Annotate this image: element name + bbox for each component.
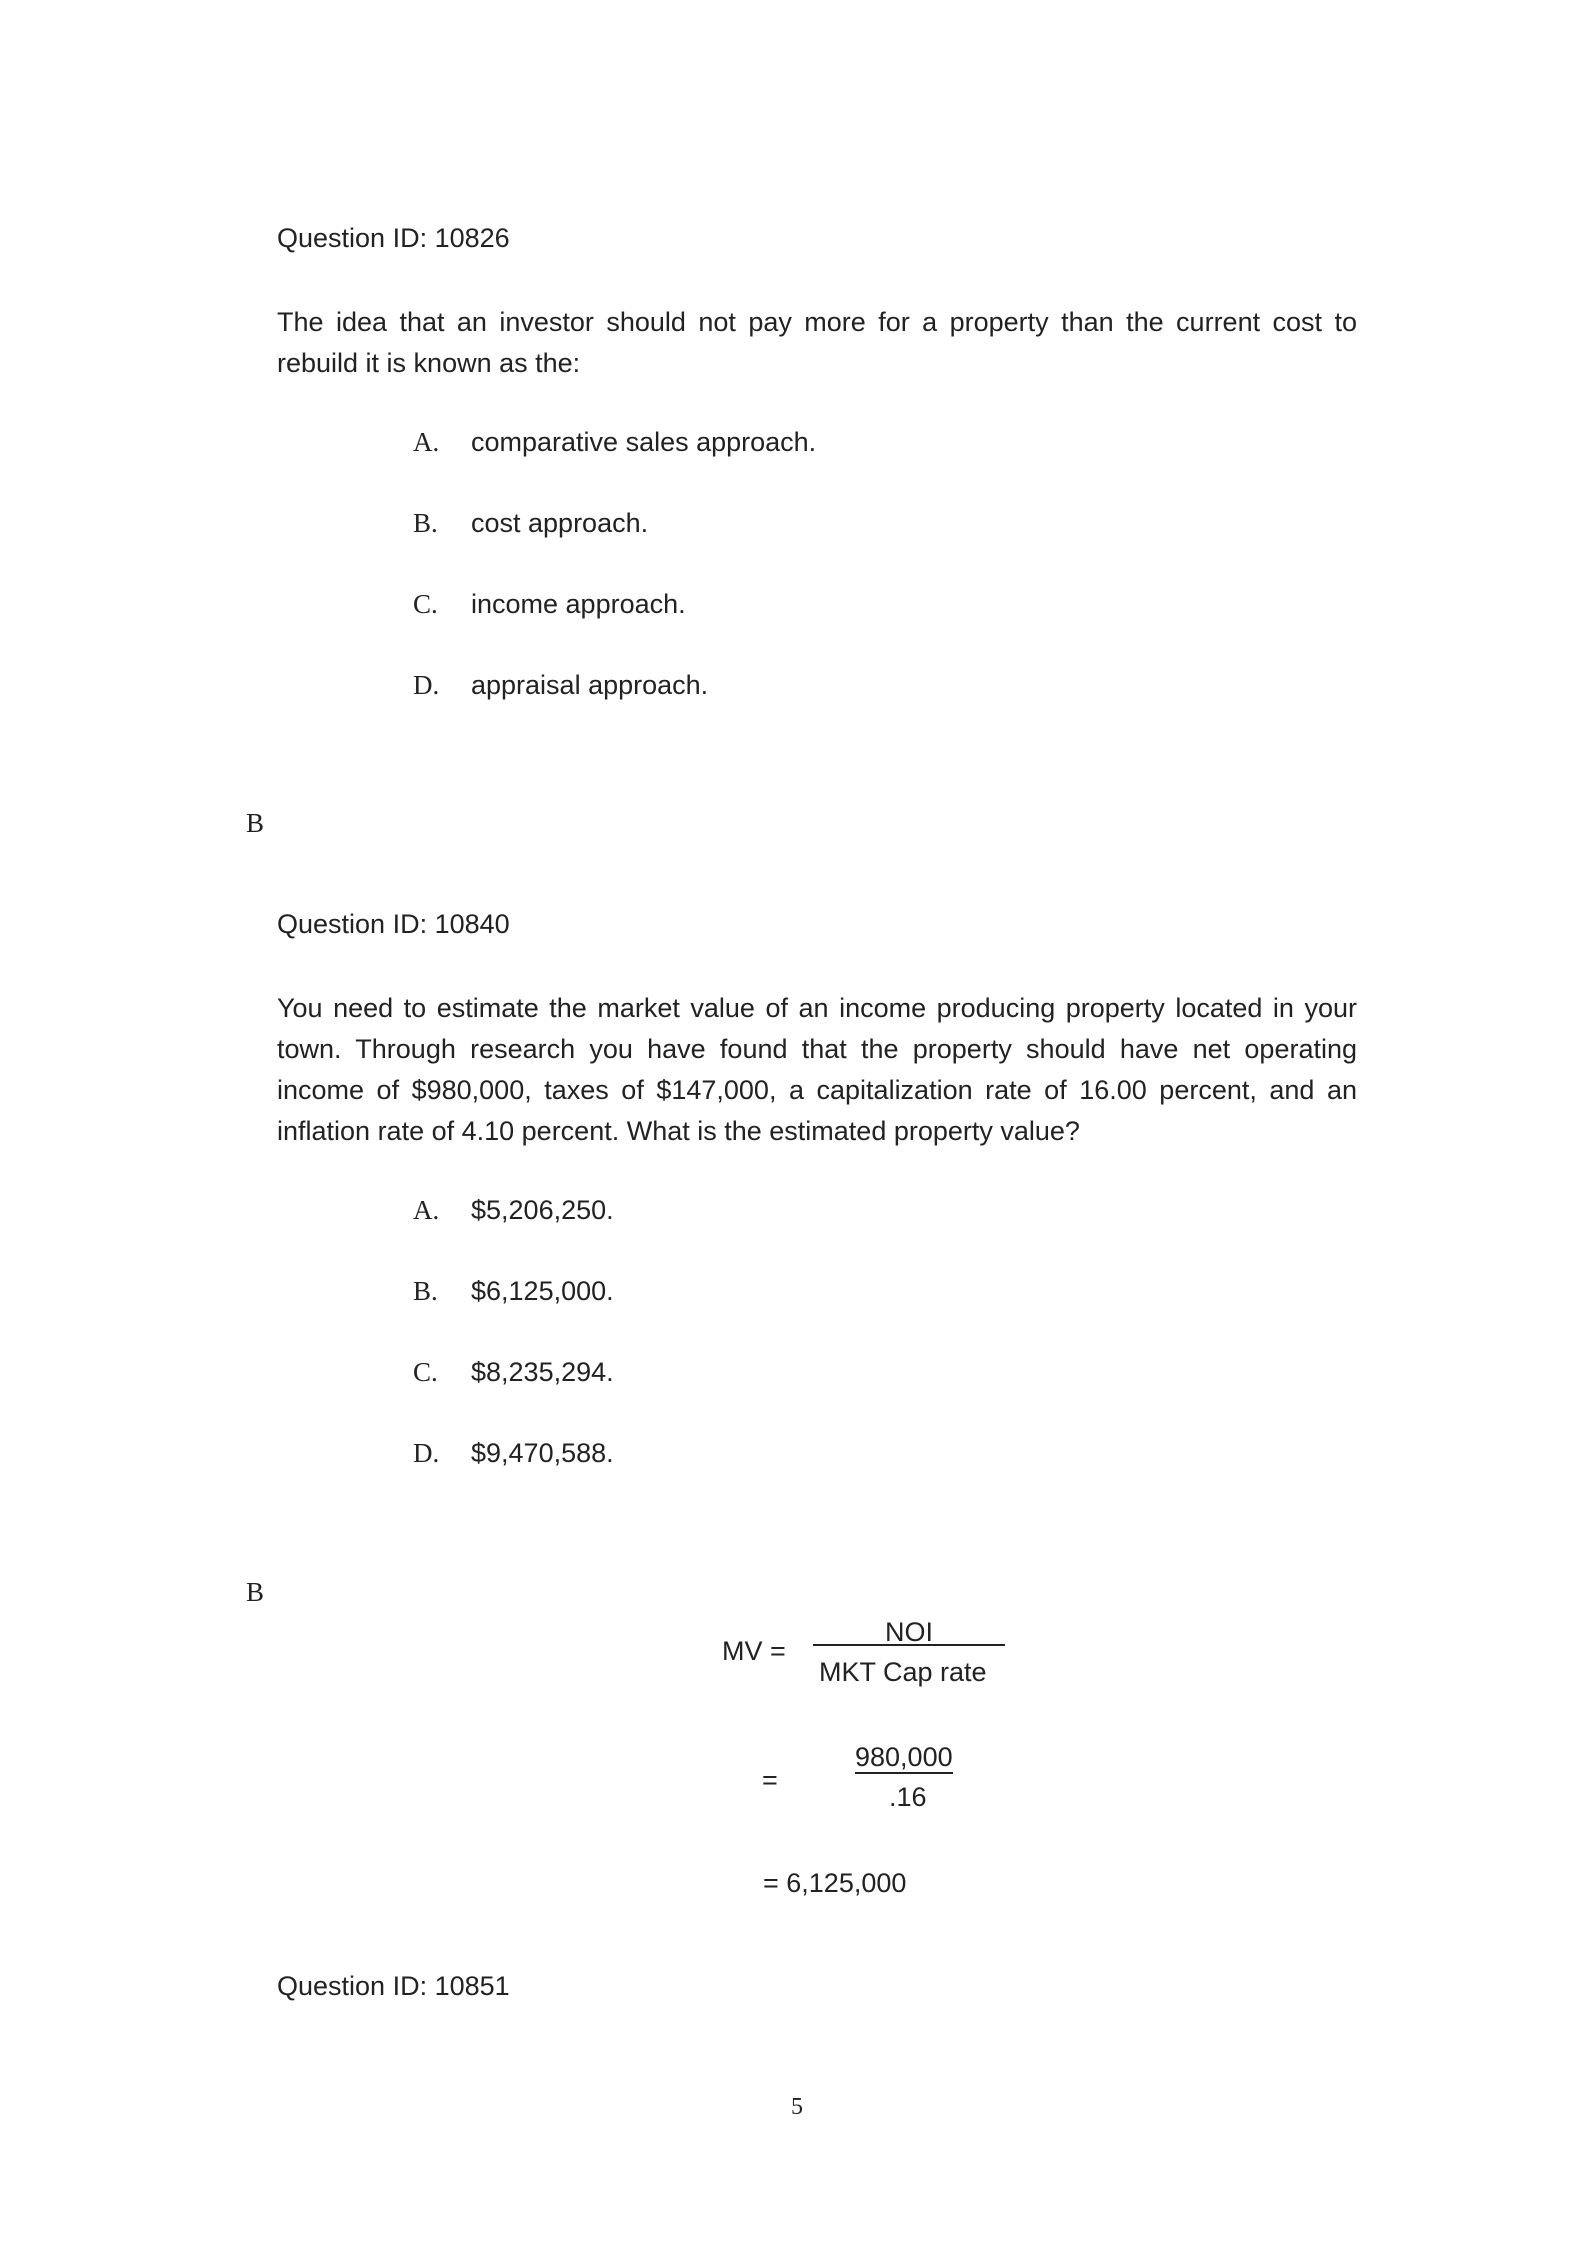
page-number: 5 <box>791 2094 803 2120</box>
formula-den-value: .16 <box>889 1782 927 1812</box>
option-c <box>413 589 686 620</box>
formula-numerator-text <box>813 1612 1005 1653</box>
option-letter: C. <box>413 1357 438 1387</box>
option-d <box>413 1438 614 1469</box>
formula-equals: = <box>762 1765 778 1795</box>
option-d <box>413 670 708 701</box>
option-text: appraisal approach. <box>471 670 709 700</box>
option-letter: A. <box>413 1195 440 1225</box>
answer-key: B <box>246 808 265 838</box>
option-text: $8,235,294. <box>471 1357 614 1387</box>
option-b <box>413 508 648 539</box>
formula-result: = 6,125,000 <box>763 1868 907 1898</box>
option-a <box>413 427 816 458</box>
option-text: $6,125,000. <box>471 1276 614 1306</box>
formula-num-value-text: 980,000 <box>855 1742 953 1772</box>
formula-lhs: MV = <box>722 1636 786 1666</box>
answer-key: B <box>246 1577 265 1607</box>
formula-num-value <box>855 1737 953 1778</box>
question-id: Question ID: 10851 <box>277 1971 510 2001</box>
question-stem: You need to estimate the market value of an income producing property located in your town. Through research you have found that the property should have net operating income of $980,000, taxes of $147,000, a capitalization rate of 16.00 percent, and an inflation rate of 4.10 percent. What is the estimated property value? <box>277 993 1357 1146</box>
question-stem: The idea that an investor should not pay more for a property than the current cost to rebuild it is known as the: <box>277 307 1357 378</box>
formula-numerator: NOI <box>884 1617 933 1647</box>
formula-denominator: MKT Cap rate <box>819 1657 987 1687</box>
option-c <box>413 1357 614 1388</box>
option-letter: A. <box>413 427 440 457</box>
option-letter: D. <box>413 670 440 700</box>
question-id: Question ID: 10840 <box>277 909 510 939</box>
option-letter: B. <box>413 1276 438 1306</box>
fraction-bar <box>813 1644 1005 1646</box>
option-text: income approach. <box>471 589 686 619</box>
option-text: comparative sales approach. <box>471 427 817 457</box>
option-b <box>413 1276 614 1307</box>
question-id: Question ID: 10826 <box>277 223 510 253</box>
option-letter: D. <box>413 1438 440 1468</box>
option-letter: B. <box>413 508 438 538</box>
option-text: $5,206,250. <box>471 1195 614 1225</box>
option-text: cost approach. <box>471 508 649 538</box>
option-a <box>413 1195 614 1226</box>
option-text: $9,470,588. <box>471 1438 614 1468</box>
option-letter: C. <box>413 589 438 619</box>
